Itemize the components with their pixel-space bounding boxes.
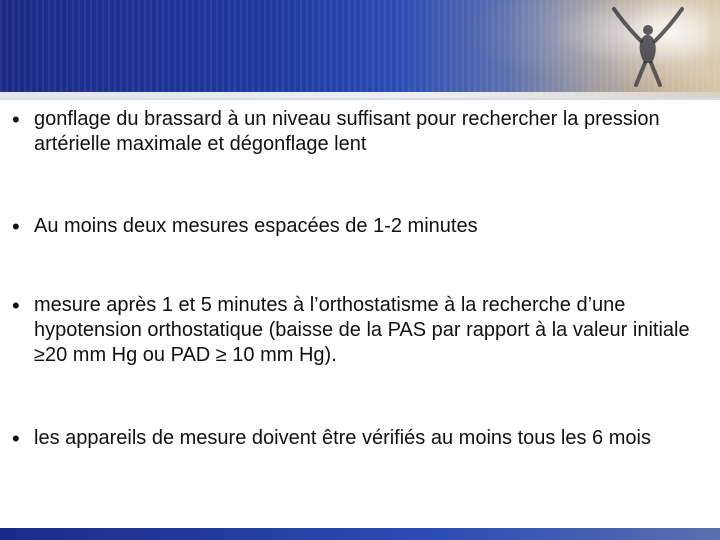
celebrating-person-illustration: [578, 0, 708, 92]
bullet-text: Au moins deux mesures espacées de 1-2 minutes: [34, 215, 478, 237]
bullet-marker: •: [12, 107, 20, 132]
bullet-marker: •: [12, 293, 20, 318]
bullet-marker: •: [12, 426, 20, 451]
bullet-text: mesure après 1 et 5 minutes à l’orthostatisme à la recherche d’une hypotension orthostatique (baisse de la PAS par rapport à la valeur initiale ≥20 mm Hg ou PAD ≥ 10 mm Hg).: [34, 294, 690, 366]
bullet-text: gonflage du brassard à un niveau suffisant pour rechercher la pression artérielle maximale et dégonflage lent: [34, 108, 660, 155]
bullet-marker: •: [12, 214, 20, 239]
footer-bar: [0, 528, 720, 540]
bullet-list: [0, 100, 720, 520]
bullet-text: les appareils de mesure doivent être vérifiés au moins tous les 6 mois: [34, 427, 651, 449]
